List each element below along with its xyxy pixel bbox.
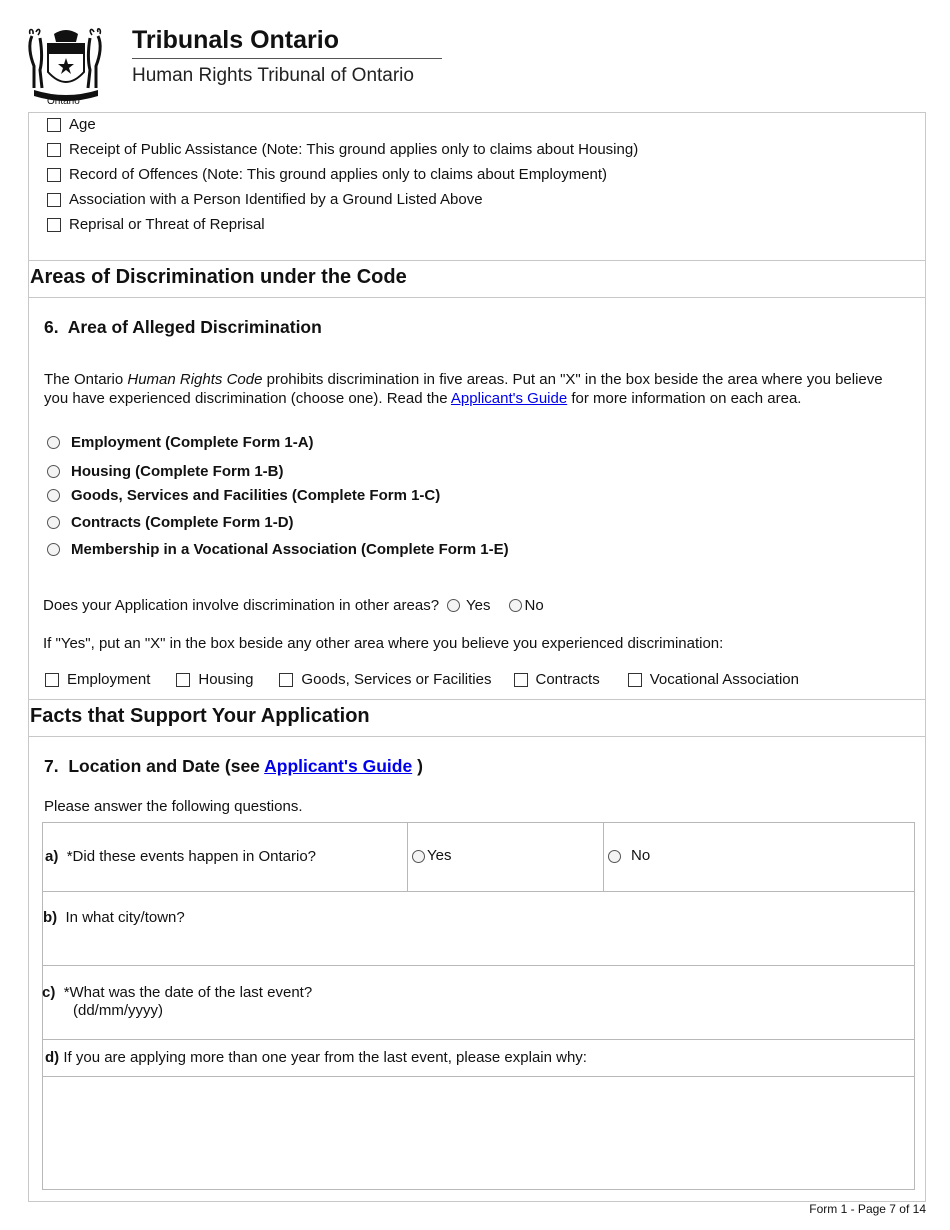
checkbox[interactable] [47, 218, 61, 232]
question-c-label: c) [42, 984, 56, 1001]
city-town-input[interactable] [43, 930, 914, 964]
divider [28, 736, 926, 737]
ground-label: Association with a Person Identified by a Ground Listed Above [69, 191, 483, 208]
other-areas-checkbox-row [45, 671, 799, 688]
other-area-employment[interactable] [45, 671, 150, 688]
other-area-goods-services[interactable] [279, 671, 491, 688]
question-c [42, 984, 312, 1020]
question-a-input-area[interactable] [43, 823, 406, 890]
other-area-label: Employment [67, 671, 151, 688]
other-areas-yes-option[interactable] [447, 597, 490, 614]
late-application-explanation-textarea[interactable] [43, 1077, 914, 1189]
ground-label: Receipt of Public Assistance (Note: This ground applies only to claims about Housing) [69, 141, 639, 158]
other-areas-no-option[interactable] [509, 597, 544, 614]
section-title-facts: Facts that Support Your Application [30, 705, 370, 727]
other-area-label: Contracts [535, 671, 600, 688]
area-option-contracts[interactable] [47, 514, 294, 531]
applicants-guide-link[interactable]: Applicant's Guide [450, 390, 568, 407]
area-label: Contracts (Complete Form 1-D) [71, 514, 294, 531]
page-footer: Form 1 - Page 7 of 14 [809, 1202, 926, 1216]
area-label: Membership in a Vocational Association (Complete Form 1-E) [71, 541, 509, 558]
question-number: 7. [44, 756, 59, 776]
other-area-contracts[interactable] [514, 671, 600, 688]
logo-caption: Ontario [47, 96, 80, 107]
checkbox[interactable] [176, 673, 190, 687]
intro-text: prohibits discrimination in five areas. Put an "X" in the box beside the area where you believe you have experienced discrimination (choose one). Read the [44, 371, 883, 407]
other-area-housing[interactable] [176, 671, 253, 688]
other-areas-instruction: If "Yes", put an "X" in the box beside any other area where you believe you experienced discrimination: [43, 635, 724, 652]
code-name: Human Rights Code [127, 371, 263, 388]
intro-text: for more information on each area. [567, 390, 802, 407]
no-label: No [631, 847, 651, 864]
ground-public-assistance[interactable] [47, 141, 638, 158]
question-d-text: If you are applying more than one year from the last event, please explain why: [63, 1049, 587, 1066]
radio-button[interactable] [509, 599, 522, 612]
ground-label: Age [69, 116, 96, 133]
checkbox[interactable] [47, 143, 61, 157]
divider [28, 699, 926, 700]
no-label: No [524, 597, 544, 614]
ground-record-of-offences[interactable] [47, 166, 607, 183]
radio-button[interactable] [47, 489, 60, 502]
radio-button[interactable] [47, 465, 60, 478]
date-format-hint: (dd/mm/yyyy) [73, 1002, 163, 1019]
last-event-date-input[interactable] [360, 966, 914, 1038]
yes-label: Yes [466, 597, 491, 614]
question-6-title [44, 317, 322, 338]
areas-intro-paragraph [44, 370, 904, 408]
radio-button[interactable] [47, 436, 60, 449]
ground-age[interactable] [47, 116, 96, 133]
table-rule [603, 822, 604, 891]
other-area-label: Goods, Services or Facilities [301, 671, 492, 688]
ground-association[interactable] [47, 191, 483, 208]
ground-reprisal[interactable] [47, 216, 265, 233]
area-label: Goods, Services and Facilities (Complete Form 1-C) [71, 487, 441, 504]
checkbox[interactable] [628, 673, 642, 687]
ground-label: Record of Offences (Note: This ground applies only to claims about Employment) [69, 166, 608, 183]
yes-label: Yes [427, 847, 452, 864]
table-rule [42, 891, 915, 892]
other-areas-question-text: Does your Application involve discrimination in other areas? [43, 597, 440, 614]
question-d-label: d) [45, 1049, 60, 1066]
question-b-text: In what city/town? [65, 909, 185, 926]
tribunal-subtitle: Human Rights Tribunal of Ontario [132, 65, 414, 86]
question-d [45, 1049, 587, 1067]
title-underline [132, 58, 442, 59]
radio-button[interactable] [608, 850, 621, 863]
other-area-label: Vocational Association [649, 671, 799, 688]
in-ontario-yes-option[interactable] [412, 847, 451, 865]
tribunal-title: Tribunals Ontario [132, 26, 339, 54]
area-option-employment[interactable] [47, 434, 314, 451]
radio-button[interactable] [47, 543, 60, 556]
question-a-text: *Did these events happen in Ontario? [66, 848, 317, 865]
other-area-label: Housing [198, 671, 254, 688]
question-c-text: *What was the date of the last event? [63, 984, 313, 1001]
intro-text: The Ontario [44, 371, 128, 388]
checkbox[interactable] [514, 673, 528, 687]
area-option-vocational[interactable] [47, 541, 509, 558]
checkbox[interactable] [47, 168, 61, 182]
other-areas-question [43, 597, 544, 614]
area-option-housing[interactable] [47, 463, 284, 480]
question-heading-close: ) [412, 756, 423, 776]
checkbox[interactable] [47, 118, 61, 132]
radio-button[interactable] [47, 516, 60, 529]
radio-button[interactable] [447, 599, 460, 612]
area-label: Housing (Complete Form 1-B) [71, 463, 284, 480]
table-rule [42, 1039, 915, 1040]
section-title-areas: Areas of Discrimination under the Code [30, 266, 407, 288]
question-7-title [44, 756, 423, 777]
in-ontario-no-option[interactable] [608, 847, 650, 865]
question-b-label: b) [43, 909, 58, 926]
checkbox[interactable] [45, 673, 59, 687]
question-heading: Area of Alleged Discrimination [67, 317, 322, 337]
area-label: Employment (Complete Form 1-A) [71, 434, 314, 451]
applicants-guide-link[interactable]: Applicant's Guide [264, 756, 413, 776]
question-heading: Location and Date (see [68, 756, 265, 776]
area-option-goods-services[interactable] [47, 487, 440, 504]
checkbox[interactable] [279, 673, 293, 687]
radio-button[interactable] [412, 850, 425, 863]
question-b [43, 909, 185, 927]
question-a-label: a) [45, 848, 59, 865]
facts-instruction: Please answer the following questions. [44, 798, 303, 815]
table-rule [407, 822, 408, 891]
divider [28, 297, 926, 298]
checkbox[interactable] [47, 193, 61, 207]
divider [28, 260, 926, 261]
question-number: 6. [44, 317, 59, 337]
ground-label: Reprisal or Threat of Reprisal [69, 216, 265, 233]
other-area-vocational[interactable] [628, 671, 799, 688]
